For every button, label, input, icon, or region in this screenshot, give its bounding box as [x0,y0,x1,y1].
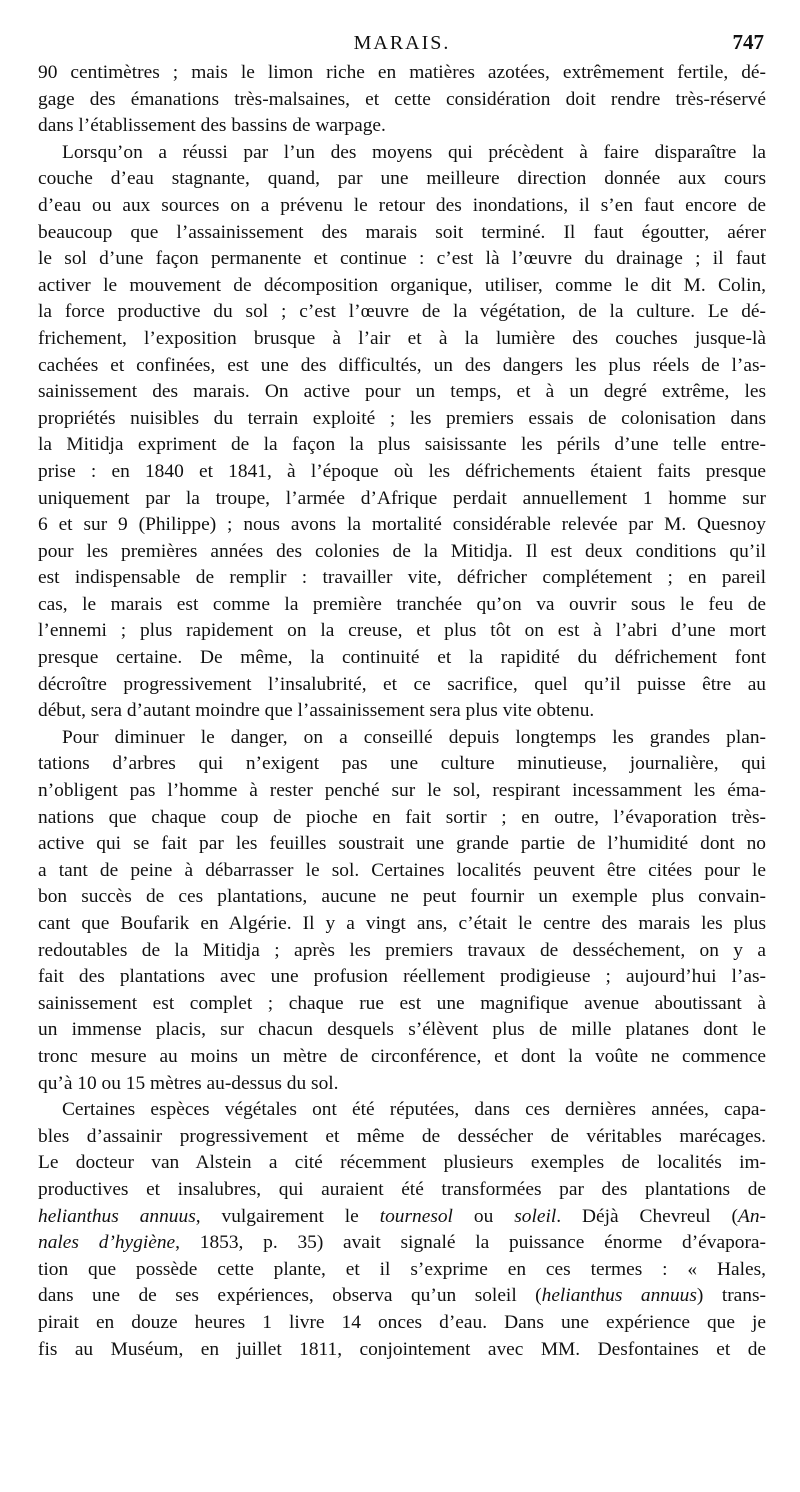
paragraph [38,725,766,1097]
text-line: cachées et confinées, est une des difficultés, un des dangers les plus réels de l’as- [38,354,766,376]
paragraph [38,60,766,140]
text-line: bles d’assainir progressivement et même de dessécher de véritables marécages. [38,1125,766,1147]
text-line: dans l’établissement des bassins de warpage. [38,115,386,137]
text-line: bon succès de ces plantations, aucune ne peut fournir un exemple plus convain- [38,886,766,908]
italic-run: tournesol [379,1205,453,1227]
text-line: couche d’eau stagnante, quand, par une meilleure direction donnée aux cours [38,168,766,190]
text-line: nations que chaque coup de pioche en fait sortir ; en outre, l’évaporation très- [38,806,766,828]
text-line: décroître progressivement l’insalubrité, et ce sacrifice, quel qu’il puisse être au [38,673,766,695]
text-line: d’eau ou aux sources on a prévenu le retour des inondations, il s’en faut encore de [38,194,766,216]
text-line: sainissement est complet ; chaque rue est une magnifique avenue aboutissant à [38,992,766,1014]
italic-run: soleil [514,1205,557,1227]
text-line: gage des émanations très-malsaines, et cette considération doit rendre très-réservé [38,88,766,110]
text-run: ) trans- [696,1285,766,1307]
paragraph [38,140,766,725]
text-line: propriétés nuisibles du terrain exploité ; les premiers essais de colonisation dans [38,407,766,429]
text-run: , vulgairement le [195,1205,380,1227]
text-line: début, sera d’autant moindre que l’assainissement sera plus vite obtenu. [38,700,595,722]
running-title: MARAIS. [353,32,451,54]
text-run: dans une de ses expériences, observa qu’un soleil ( [38,1285,542,1307]
text-line: qu’à 10 ou 15 mètres au-dessus du sol. [38,1072,339,1094]
text-line: prise : en 1840 et 1841, à l’époque où les défrichements étaient faits presque [38,460,766,482]
italic-run: nales d’hygiène [38,1232,176,1254]
text-line: l’ennemi ; plus rapidement on la creuse, et plus tôt on est à l’abri d’une mort [38,620,766,642]
running-head [38,30,766,60]
text-line: presque certaine. De même, la continuité et la rapidité du défrichement font [38,647,766,669]
text-line: activer le mouvement de décomposition organique, utiliser, comme le dit M. Colin, [38,274,766,296]
book-page [38,30,766,1363]
text-line: est indispensable de remplir : travailler vite, défricher complétement ; en pareil [38,567,766,589]
text-line: Certaines espèces végétales ont été réputées, dans ces dernières années, capa- [62,1099,766,1121]
text-line: cas, le marais est comme la première tranchée qu’on va ouvrir sous le feu de [38,593,766,615]
page-number: 747 [732,30,764,54]
text-line: 90 centimètres ; mais le limon riche en matières azotées, extrêmement fertile, dé- [38,62,766,83]
text-line: la force productive du sol ; c’est l’œuvre de la végétation, de la culture. Le dé- [38,301,766,323]
italic-run: helianthus annuus [38,1205,196,1227]
text-line: frichement, l’exposition brusque à l’air et à la lumière des couches jusque-là [38,327,766,349]
text-line: fis au Muséum, en juillet 1811, conjointement avec MM. Desfontaines et de [38,1338,766,1360]
text-line: n’obligent pas l’homme à rester penché sur le sol, respirant incessamment les éma- [38,780,766,802]
text-line: pour les premières années des colonies de la Mitidja. Il est deux conditions qu’il [38,540,766,562]
text-line: tronc mesure au moins un mètre de circonférence, et dont la voûte ne commence [38,1045,766,1067]
text-line-italic-mixed [38,1283,766,1310]
text-line-italic-mixed [38,1204,766,1231]
text-line: pirait en douze heures 1 livre 14 onces d’eau. Dans une expérience que je [38,1311,766,1333]
text-line: a tant de peine à débarrasser le sol. Certaines localités peuvent être citées pour le [38,859,766,881]
text-line: tations d’arbres qui n’exigent pas une culture minutieuse, journalière, qui [38,753,766,775]
text-line: active qui se fait par les feuilles soustrait une grande partie de l’humidité dont no [38,833,766,855]
text-line: tion que possède cette plante, et il s’exprime en ces termes : « Hales, [38,1258,766,1280]
text-line: productives et insalubres, qui auraient été transformées par des plantations de [38,1178,766,1200]
text-line: Pour diminuer le danger, on a conseillé depuis longtemps les grandes plan- [62,726,766,748]
text-line: Le docteur van Alstein a cité récemment plusieurs exemples de localités im- [38,1152,766,1174]
text-run: . Déjà Chevreul ( [556,1205,738,1227]
text-line: sainissement des marais. On active pour un temps, et à un degré extrême, les [38,381,766,403]
text-line: 6 et sur 9 (Philippe) ; nous avons la mortalité considérable relevée par M. Quesnoy [38,514,766,536]
italic-run: helianthus annuus [541,1285,697,1307]
text-line: cant que Boufarik en Algérie. Il y a vingt ans, c’était le centre des marais les plus [38,913,766,934]
text-run: ou [452,1205,515,1227]
text-line: redoutables de la Mitidja ; après les premiers travaux de desséchement, on y a [38,939,766,961]
text-line: fait des plantations avec une profusion réellement prodigieuse ; aujourd’hui l’as- [38,966,766,988]
body-text [38,60,766,1363]
text-run: , 1853, p. 35) avait signalé la puissance énorme d’évapora- [175,1232,766,1254]
text-line: la Mitidja expriment de la façon la plus saisissante les périls d’une telle entre- [38,434,766,456]
text-line: beaucoup que l’assainissement des marais soit terminé. Il faut égoutter, aérer [38,221,766,243]
text-line: un immense placis, sur chacun desquels s’élèvent plus de mille platanes dont le [38,1019,766,1041]
text-line: le sol d’une façon permanente et continue : c’est là l’œuvre du drainage ; il faut [38,248,766,270]
italic-run: An- [738,1205,766,1227]
text-line: Lorsqu’on a réussi par l’un des moyens qui précèdent à faire disparaître la [62,141,766,163]
paragraph [38,1097,766,1363]
text-line: uniquement par la troupe, l’armée d’Afrique perdait annuellement 1 homme sur [38,487,766,509]
text-line-italic-mixed [38,1230,766,1257]
